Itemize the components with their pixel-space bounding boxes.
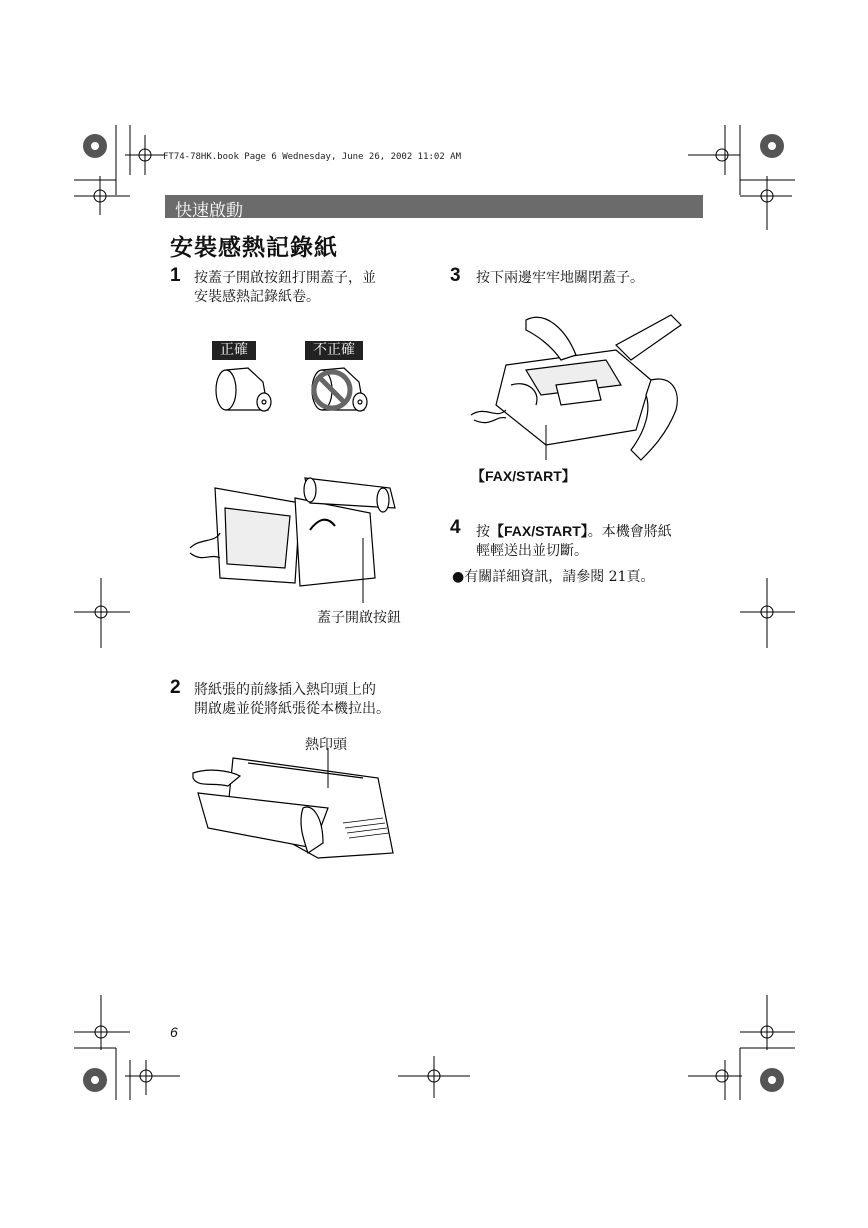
- step-4-line-1: [476, 522, 672, 542]
- step-2-number: 2: [170, 677, 181, 698]
- page-title: 安裝感熱記錄紙: [170, 235, 338, 261]
- step-2-text: [194, 681, 390, 719]
- section-title: 快速啟動: [175, 201, 243, 221]
- step-4-key: 【FAX/START】: [490, 523, 588, 539]
- fax-start-key-caption: 【FAX/START】: [471, 468, 576, 484]
- step-2-line-2: 開啟處並從將紙張從本機拉出。: [194, 701, 390, 717]
- correct-label: 正確: [212, 341, 256, 360]
- file-info-header: FT74-78HK.book Page 6 Wednesday, June 26, 2002 11:02 AM: [163, 152, 462, 162]
- bullet-icon: ●: [452, 569, 465, 585]
- reference-note-text: 有關詳細資訊，請參閱 21頁。: [464, 569, 655, 585]
- step-4-line-2: 輕輕送出並切斷。: [476, 543, 588, 559]
- section-header: [165, 195, 703, 221]
- paper-roll-incorrect-illustration: [304, 368, 374, 418]
- paper-insert-illustration: [188, 748, 398, 858]
- fax-open-cover-illustration: [185, 468, 405, 603]
- thermal-head-caption: 熱印頭: [305, 737, 347, 753]
- step-1-text: [194, 269, 376, 307]
- step-3-line-1: 按下兩邊牢牢地關閉蓋子。: [476, 270, 644, 286]
- fax-close-cover-illustration: [466, 310, 691, 465]
- step-1-line-2: 安裝感熱記錄紙卷。: [194, 289, 320, 305]
- step-1-line-1: 按蓋子開啟按鈕打開蓋子，並: [194, 270, 376, 286]
- step-4-prefix: 按: [476, 524, 490, 540]
- cover-open-button-caption: 蓋子開啟按鈕: [317, 610, 401, 626]
- paper-roll-correct-illustration: [208, 368, 278, 418]
- step-3-number: 3: [450, 265, 461, 286]
- step-4-suffix: 。本機會將紙: [587, 524, 672, 540]
- page-number: 6: [170, 1024, 178, 1040]
- step-2-line-1: 將紙張的前緣插入熱印頭上的: [194, 682, 376, 698]
- step-4-number: 4: [450, 517, 461, 538]
- step-4-text: [476, 522, 672, 561]
- incorrect-label: 不正確: [305, 341, 363, 360]
- reference-note: [452, 568, 654, 587]
- step-1-number: 1: [170, 265, 181, 286]
